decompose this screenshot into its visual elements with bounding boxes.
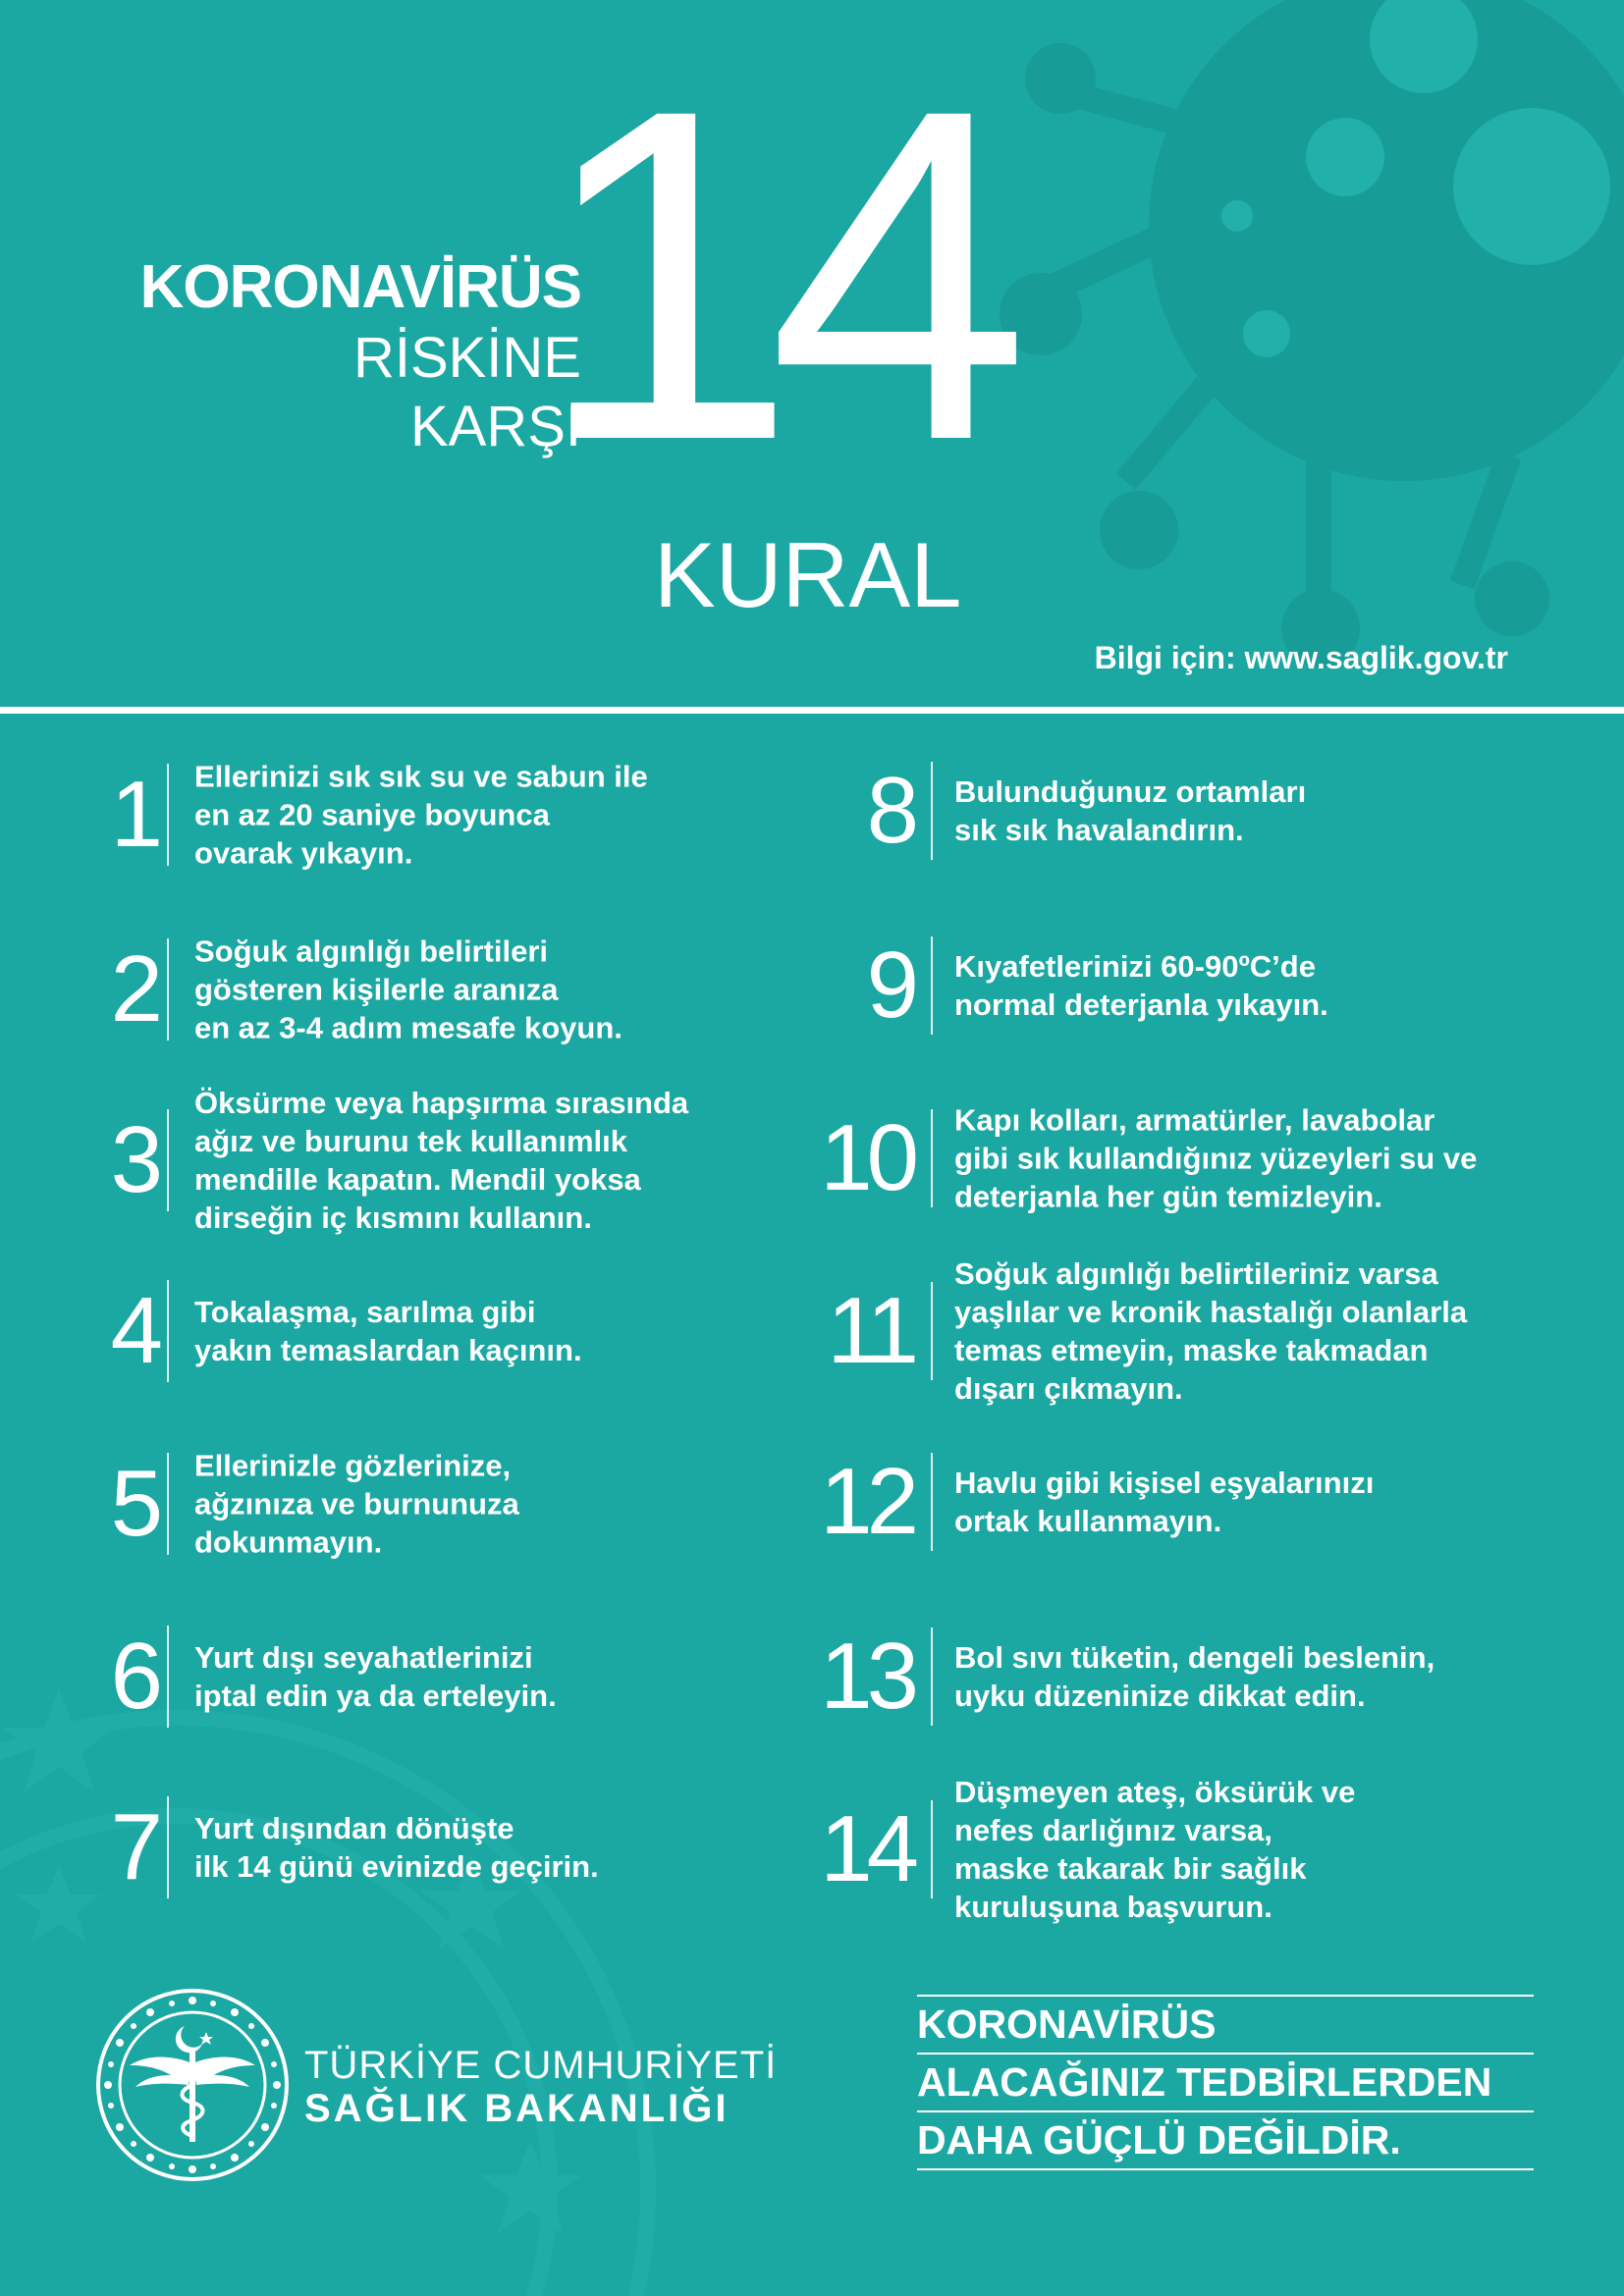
- slogan: [917, 1995, 1534, 2170]
- rule-item: [0, 1102, 1610, 1214]
- rule-item: [0, 1775, 1610, 1924]
- rule-number: 8: [866, 758, 913, 863]
- kural-heading: KURAL: [654, 523, 962, 626]
- ministry-line-2: SAĞLIK BAKANLIĞI: [304, 2087, 730, 2130]
- rule-text: Soğuk algınlığı belirtileriniz varsa yaşlılar ve kronik hastalığı olanlarla temas etmeyin, maske takmadan dışarı çıkmayın.: [954, 1256, 1468, 1406]
- rule-separator: [931, 1800, 933, 1898]
- rule-number: 2: [110, 936, 157, 1041]
- rule-text: Ellerinizi sık sık su ve sabun ile en az 20 saniye boyunca ovarak yıkayın.: [194, 759, 648, 871]
- rule-text: Ellerinizle gözlerinize, ağzınıza ve burnunuza dokunmayın.: [194, 1448, 519, 1560]
- rule-item: [0, 1256, 1610, 1406]
- rule-text: Öksürme veya hapşırma sırasında ağız ve burunu tek kullanımlık mendille kapatın. Mendil yoksa dirseğin iç kısmını kullanın.: [194, 1086, 689, 1235]
- title-block: [139, 253, 581, 467]
- rule-number: 7: [110, 1794, 157, 1899]
- rule-number: 3: [110, 1107, 157, 1212]
- title-line-3: KARŞI: [409, 395, 581, 458]
- rule-text: Havlu gibi kişisel eşyalarınızı ortak kullanmayın.: [954, 1466, 1375, 1538]
- slogan-line-1: KORONAVİRÜS: [917, 1995, 1534, 2053]
- rule-number: 9: [866, 933, 913, 1038]
- rule-text: Düşmeyen ateş, öksürük ve nefes darlığınız varsa, maske takarak bir sağlık kuruluşuna başvurun.: [954, 1775, 1356, 1924]
- rule-number: 5: [110, 1451, 157, 1556]
- rule-number: 14: [820, 1796, 913, 1901]
- rule-text: Tokalaşma, sarılma gibi yakın temaslardan kaçının.: [194, 1295, 582, 1367]
- rule-item: [0, 758, 1610, 863]
- big-number: 14: [535, 11, 1001, 538]
- rule-item: [0, 933, 1610, 1038]
- header-divider: [0, 707, 1624, 714]
- rule-item: [0, 1449, 1610, 1556]
- rule-text: Kapı kolları, armatürler, lavabolar gibi sık kullandığınız yüzeyleri su ve deterjanla her gün temizleyin.: [954, 1102, 1478, 1214]
- rule-separator: [931, 1109, 933, 1207]
- rule-number: 13: [820, 1624, 913, 1729]
- rule-number: 12: [820, 1449, 913, 1554]
- rule-separator: [931, 762, 933, 860]
- rule-number: 6: [110, 1624, 157, 1729]
- rule-separator: [931, 1453, 933, 1551]
- ministry-name: [304, 2044, 777, 2130]
- ministry-line-1: TÜRKİYE CUMHURİYETİ: [304, 2044, 778, 2087]
- rule-text: Yurt dışından dönüşte ilk 14 günü evinizde geçirin.: [194, 1811, 599, 1884]
- slogan-line-3: DAHA GÜÇLÜ DEĞİLDİR.: [917, 2110, 1534, 2170]
- rule-item: [0, 1624, 1610, 1729]
- title-line-1: KORONAVİRÜS: [139, 253, 581, 321]
- ministry-emblem-icon: [94, 1987, 291, 2183]
- slogan-line-2: ALACAĞINIZ TEDBİRLERDEN: [917, 2053, 1534, 2110]
- rule-text: Bulunduğunuz ortamları sık sık havalandırın.: [954, 774, 1307, 847]
- rule-separator: [931, 1628, 933, 1726]
- rule-text: Soğuk algınlığı belirtileri gösteren kişilerle aranıza en az 3-4 adım mesafe koyun.: [194, 934, 623, 1045]
- rule-text: Kıyafetlerinizi 60-90ºC’de normal deterjanla yıkayın.: [954, 949, 1328, 1022]
- rule-text: Bol sıvı tüketin, dengeli beslenin, uyku düzeninize dikkat edin.: [954, 1640, 1435, 1713]
- rule-separator: [931, 1282, 933, 1380]
- rule-separator: [931, 936, 933, 1035]
- rule-text: Yurt dışı seyahatlerinizi iptal edin ya da erteleyin.: [194, 1640, 557, 1713]
- info-link-text: Bilgi için: www.saglik.gov.tr: [1094, 640, 1508, 675]
- rule-number: 1: [110, 762, 157, 867]
- rule-number: 11: [827, 1278, 913, 1383]
- rule-number: 4: [110, 1278, 157, 1383]
- title-line-2: RİSKİNE: [352, 326, 581, 390]
- rule-number: 10: [820, 1105, 913, 1210]
